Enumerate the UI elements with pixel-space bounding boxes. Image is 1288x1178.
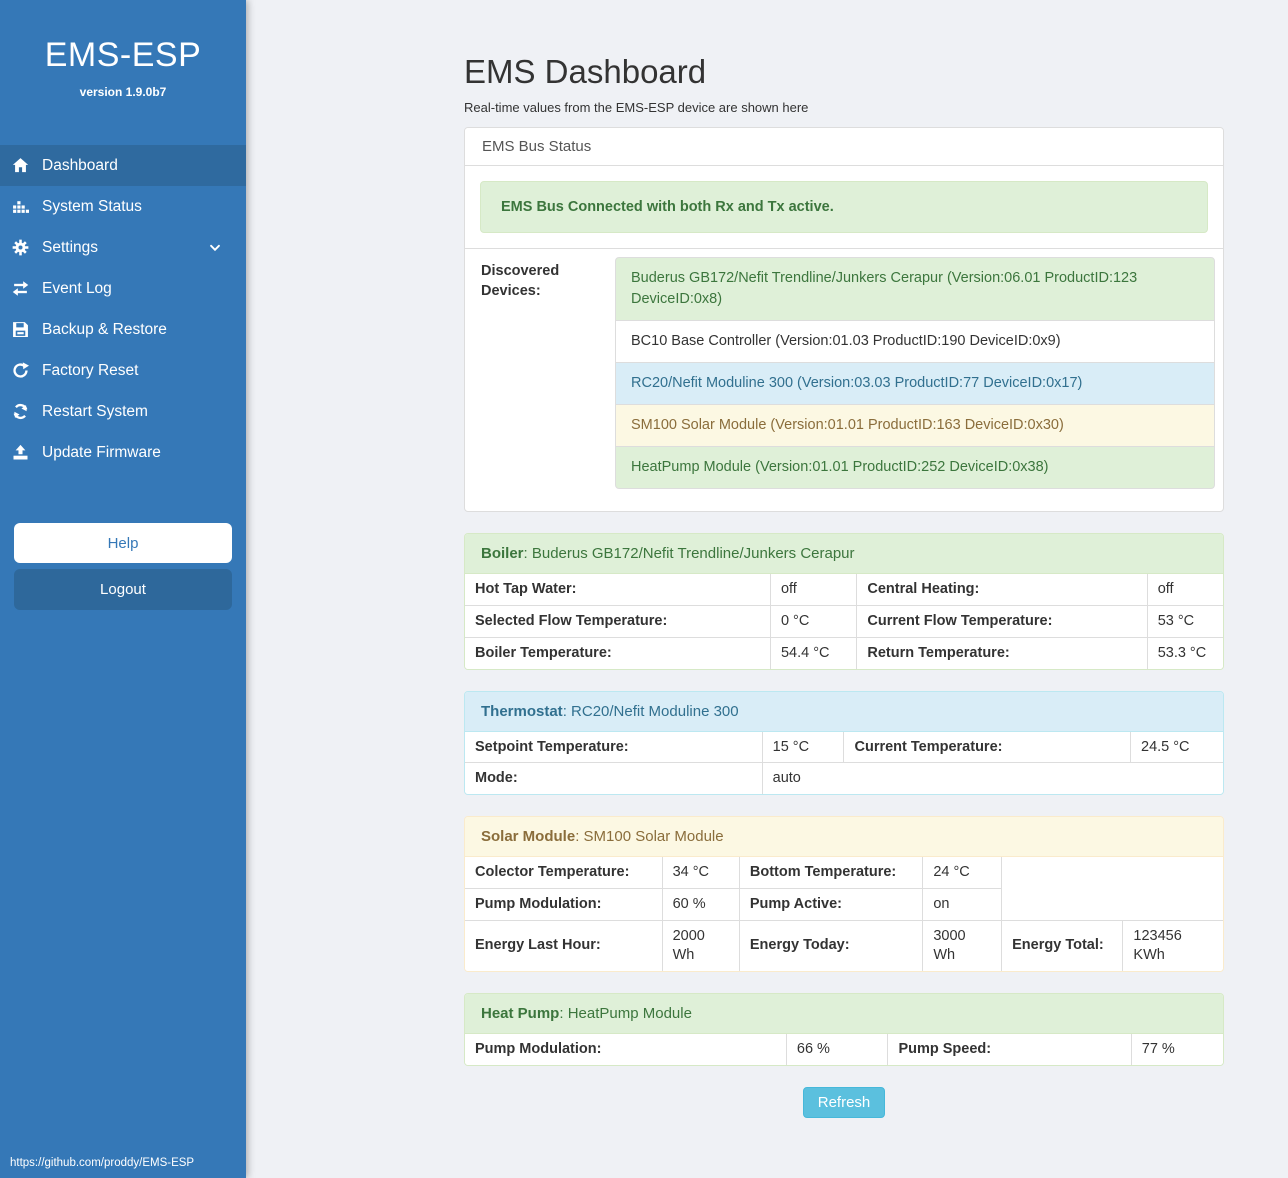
heat-pump-panel xyxy=(464,993,1224,1066)
exchange-icon xyxy=(8,280,32,297)
repeat-icon xyxy=(8,362,32,379)
sidebar-item-dashboard[interactable] xyxy=(0,145,246,186)
sidebar-item-update-firmware[interactable] xyxy=(0,432,246,473)
empty-cell xyxy=(1002,857,1223,888)
field-value: 2000 Wh xyxy=(662,921,739,971)
device-value-panels xyxy=(464,533,1224,1066)
logout-button[interactable]: Logout xyxy=(14,569,232,610)
field-value: 24.5 °C xyxy=(1131,732,1224,763)
field-label: Energy Last Hour: xyxy=(465,921,662,971)
field-label: Energy Today: xyxy=(739,921,922,971)
field-value: 77 % xyxy=(1131,1034,1223,1065)
field-value: 53 °C xyxy=(1147,605,1223,637)
field-value: off xyxy=(770,574,856,605)
system-status-icon xyxy=(8,198,32,215)
panel-device-name: : SM100 Solar Module xyxy=(575,828,724,846)
field-label: Setpoint Temperature: xyxy=(465,732,762,763)
chevron-down-icon xyxy=(208,241,222,255)
device-list-item: BC10 Base Controller (Version:01.03 ProductID:190 DeviceID:0x9) xyxy=(615,320,1215,363)
sidebar-item-label: Settings xyxy=(42,238,99,256)
field-label: Energy Total: xyxy=(1002,921,1123,971)
save-icon xyxy=(8,321,32,338)
field-value: 60 % xyxy=(662,889,739,921)
field-label: Colector Temperature: xyxy=(465,857,662,888)
field-value: 3000 Wh xyxy=(923,921,1002,971)
table-row xyxy=(465,763,1223,794)
table-row xyxy=(465,574,1223,605)
device-list-item: SM100 Solar Module (Version:01.01 ProductID:163 DeviceID:0x30) xyxy=(615,404,1215,447)
boiler-table xyxy=(465,574,1223,669)
panel-title: Thermostat xyxy=(481,702,563,720)
field-value: off xyxy=(1147,574,1223,605)
device-list-item: RC20/Nefit Moduline 300 (Version:03.03 ProductID:77 DeviceID:0x17) xyxy=(615,362,1215,405)
field-value: 53.3 °C xyxy=(1147,637,1223,668)
field-label: Pump Modulation: xyxy=(465,889,662,921)
thermostat-panel xyxy=(464,691,1224,796)
field-label: Boiler Temperature: xyxy=(465,637,770,668)
device-list xyxy=(615,257,1215,489)
field-value: 24 °C xyxy=(923,857,1002,888)
sidebar-item-label: Dashboard xyxy=(42,156,118,174)
content-column xyxy=(464,127,1224,1118)
sidebar-item-restart-system[interactable] xyxy=(0,391,246,432)
field-value: 34 °C xyxy=(662,857,739,888)
heat-pump-panel-header xyxy=(465,994,1223,1034)
panel-device-name: : RC20/Nefit Moduline 300 xyxy=(562,702,739,720)
heat-pump-table xyxy=(465,1034,1223,1065)
main-content xyxy=(246,0,1288,1178)
boiler-panel xyxy=(464,533,1224,670)
upload-icon xyxy=(8,444,32,461)
solar-module-panel-header xyxy=(465,817,1223,857)
empty-cell xyxy=(1002,889,1223,921)
table-row xyxy=(465,857,1223,888)
bus-connected-alert: EMS Bus Connected with both Rx and Tx active. xyxy=(480,181,1208,233)
ems-bus-status-panel xyxy=(464,127,1224,512)
discovered-devices-row xyxy=(465,248,1223,511)
sidebar-item-settings[interactable] xyxy=(0,227,246,268)
panel-device-name: : HeatPump Module xyxy=(559,1004,692,1022)
field-label: Pump Speed: xyxy=(888,1034,1131,1065)
field-value: 15 °C xyxy=(762,732,844,763)
field-value: 66 % xyxy=(786,1034,888,1065)
table-row xyxy=(465,732,1223,763)
field-label: Bottom Temperature: xyxy=(739,857,922,888)
field-label: Hot Tap Water: xyxy=(465,574,770,605)
thermostat-table xyxy=(465,732,1223,795)
sidebar-item-factory-reset[interactable] xyxy=(0,350,246,391)
page-title: EMS Dashboard xyxy=(464,53,707,90)
sidebar-item-label: Update Firmware xyxy=(42,443,161,461)
help-button[interactable]: Help xyxy=(14,523,232,563)
panel-title: Solar Module xyxy=(481,828,576,846)
sidebar-item-label: Factory Reset xyxy=(42,361,139,379)
panel-device-name: : Buderus GB172/Nefit Trendline/Junkers Cerapur xyxy=(523,545,855,563)
page-subtitle: Real-time values from the EMS-ESP device are shown here xyxy=(464,100,809,115)
home-icon xyxy=(8,157,32,174)
field-label: Pump Active: xyxy=(739,889,922,921)
table-row xyxy=(465,637,1223,668)
solar-module-panel xyxy=(464,816,1224,971)
field-label: Selected Flow Temperature: xyxy=(465,605,770,637)
device-list-item: HeatPump Module (Version:01.01 ProductID:252 DeviceID:0x38) xyxy=(615,446,1215,489)
field-value: auto xyxy=(762,763,1223,794)
gear-icon xyxy=(8,239,32,256)
sidebar-item-label: Restart System xyxy=(42,402,148,420)
solar-module-table xyxy=(465,857,1223,970)
app-version: version 1.9.0b7 xyxy=(79,85,167,99)
panel-title: Heat Pump xyxy=(481,1004,560,1022)
field-value: 54.4 °C xyxy=(770,637,856,668)
table-row xyxy=(465,605,1223,637)
field-value: 123456 KWh xyxy=(1123,921,1223,971)
github-link[interactable]: https://github.com/proddy/EMS-ESP xyxy=(10,1157,195,1169)
device-list-item: Buderus GB172/Nefit Trendline/Junkers Cerapur (Version:06.01 ProductID:123 DeviceID:0x8) xyxy=(615,257,1215,321)
thermostat-panel-header xyxy=(465,692,1223,732)
ems-bus-status-body xyxy=(465,166,1223,248)
sidebar-item-label: System Status xyxy=(42,197,142,215)
app-title: EMS-ESP xyxy=(44,36,202,74)
table-row xyxy=(465,889,1223,921)
field-label: Central Heating: xyxy=(857,574,1147,605)
ems-bus-status-header: EMS Bus Status xyxy=(465,128,1223,166)
refresh-button[interactable]: Refresh xyxy=(803,1087,886,1118)
sidebar-item-event-log[interactable] xyxy=(0,268,246,309)
field-label: Pump Modulation: xyxy=(465,1034,786,1065)
sidebar-item-label: Event Log xyxy=(42,279,112,297)
sidebar xyxy=(0,0,246,1178)
table-row xyxy=(465,1034,1223,1065)
field-label: Mode: xyxy=(465,763,762,794)
sidebar-item-system-status[interactable] xyxy=(0,186,246,227)
sidebar-item-backup-and-restore[interactable] xyxy=(0,309,246,350)
sidebar-item-label: Backup & Restore xyxy=(42,320,167,338)
refresh-icon xyxy=(8,403,32,420)
field-label: Current Temperature: xyxy=(844,732,1131,763)
discovered-devices-label: Discovered Devices: xyxy=(481,263,560,300)
field-label: Return Temperature: xyxy=(857,637,1147,668)
boiler-panel-header xyxy=(465,534,1223,574)
table-row xyxy=(465,921,1223,971)
sidebar-buttons xyxy=(14,523,232,610)
field-label: Current Flow Temperature: xyxy=(857,605,1147,637)
field-value: on xyxy=(923,889,1002,921)
sidebar-nav xyxy=(0,145,246,473)
refresh-area xyxy=(464,1087,1224,1118)
field-value: 0 °C xyxy=(770,605,856,637)
panel-title: Boiler xyxy=(481,545,524,563)
